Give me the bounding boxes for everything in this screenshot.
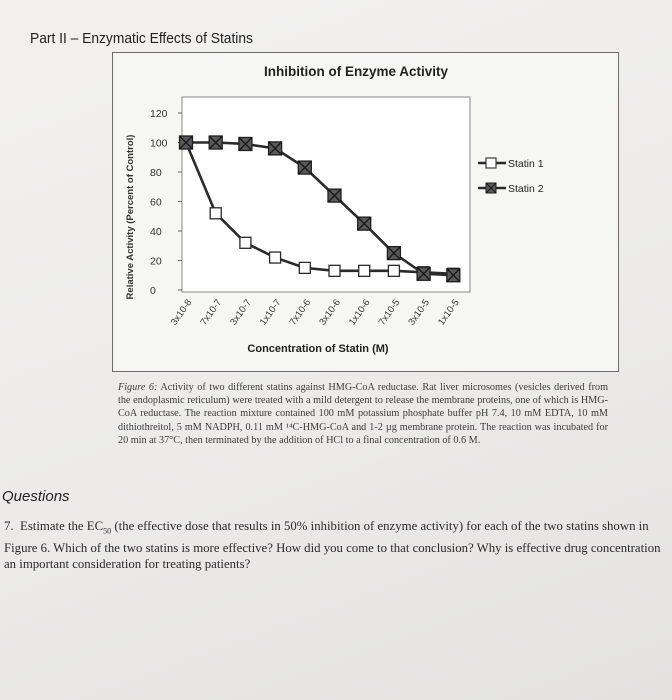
x-tick-label: 7x10-7 — [198, 297, 225, 328]
question-subscript: 50 — [103, 526, 112, 536]
y-tick-label: 60 — [150, 196, 162, 209]
series-2-point — [328, 189, 341, 202]
chart-title: Inhibition of Enzyme Activity — [263, 64, 448, 79]
series-2-point — [387, 247, 400, 260]
part-title: Part II – Enzymatic Effects of Statins — [30, 30, 253, 47]
plot-area — [182, 97, 470, 292]
legend-item-2 — [478, 183, 544, 195]
figure-label: Figure 6: — [118, 382, 158, 393]
figure-caption-text: Activity of two different statins against HMG-CoA reductase. Rat liver microsomes (vesicles derived from the endoplasmic reticulum) were treated with a mild detergent to release the membrane proteins, one of which is HMG-CoA reductase. The reaction mixture contained 100 mM potassium phosphate buffer pH 7.4, 10 mM EDTA, 10 mM dithiothreitol, 5 mM NADPH, 0.11 mM ¹⁴C-HMG-CoA and 1-2 µg membrane protein. The reaction was incubated for 20 min at 37°C, then terminated by the addition of HCl to a final concentration of 0.6 M. — [118, 382, 608, 446]
x-tick-label: 1x10-7 — [257, 297, 284, 328]
question-number: 7. — [4, 519, 14, 533]
x-tick-label: 1x10-5 — [436, 297, 462, 328]
y-tick-label: 0 — [150, 285, 156, 297]
legend-item-1 — [478, 158, 544, 170]
question-7 — [4, 518, 664, 572]
x-tick-label: 3x10-8 — [168, 297, 195, 328]
legend-marker — [486, 158, 496, 168]
x-tick-label: 3x10-6 — [317, 297, 343, 328]
y-axis-label: Relative Activity (Percent of Control) — [125, 134, 136, 300]
series-2-point — [239, 137, 252, 150]
series-1-point — [388, 265, 399, 276]
x-tick-label: 1x10-6 — [346, 297, 373, 328]
question-text-start: Estimate the EC — [20, 519, 104, 533]
series-2-point — [447, 269, 460, 282]
figure-caption — [118, 381, 608, 447]
series-1-point — [299, 262, 310, 273]
x-tick-label: 7x10-6 — [287, 297, 314, 328]
x-axis-label: Concentration of Statin (M) — [247, 343, 389, 355]
y-tick-label: 80 — [150, 167, 162, 179]
series-1-point — [329, 265, 340, 276]
y-tick-label: 100 — [150, 137, 168, 150]
legend-label: Statin 1 — [508, 158, 544, 170]
series-2-point — [358, 217, 371, 230]
series-2-point — [298, 161, 311, 174]
series-2-point — [269, 142, 282, 155]
legend-label: Statin 2 — [508, 183, 544, 195]
y-tick-label: 20 — [150, 255, 162, 268]
x-tick-label: 3x10-7 — [228, 297, 254, 328]
series-1-point — [210, 208, 221, 219]
series-1-point — [240, 237, 251, 248]
y-tick-label: 40 — [150, 226, 162, 238]
x-tick-label: 3x10-5 — [406, 297, 433, 328]
series-2-point — [417, 267, 430, 280]
series-2-point — [180, 136, 193, 149]
series-1-point — [270, 252, 281, 263]
y-tick-label: 120 — [150, 108, 168, 120]
series-2-point — [209, 136, 222, 149]
question-text-rest: (the effective dose that results in 50% inhibition of enzyme activity) for each of the two statins shown in Figure 6. Which of the two statins is more effective? How did you come to that conclusion? Why is effective drug concentration an important consideration for treating patients? — [4, 519, 661, 571]
questions-heading: Questions — [2, 488, 70, 505]
series-1-point — [359, 265, 370, 276]
x-tick-label: 7x10-5 — [376, 297, 403, 328]
